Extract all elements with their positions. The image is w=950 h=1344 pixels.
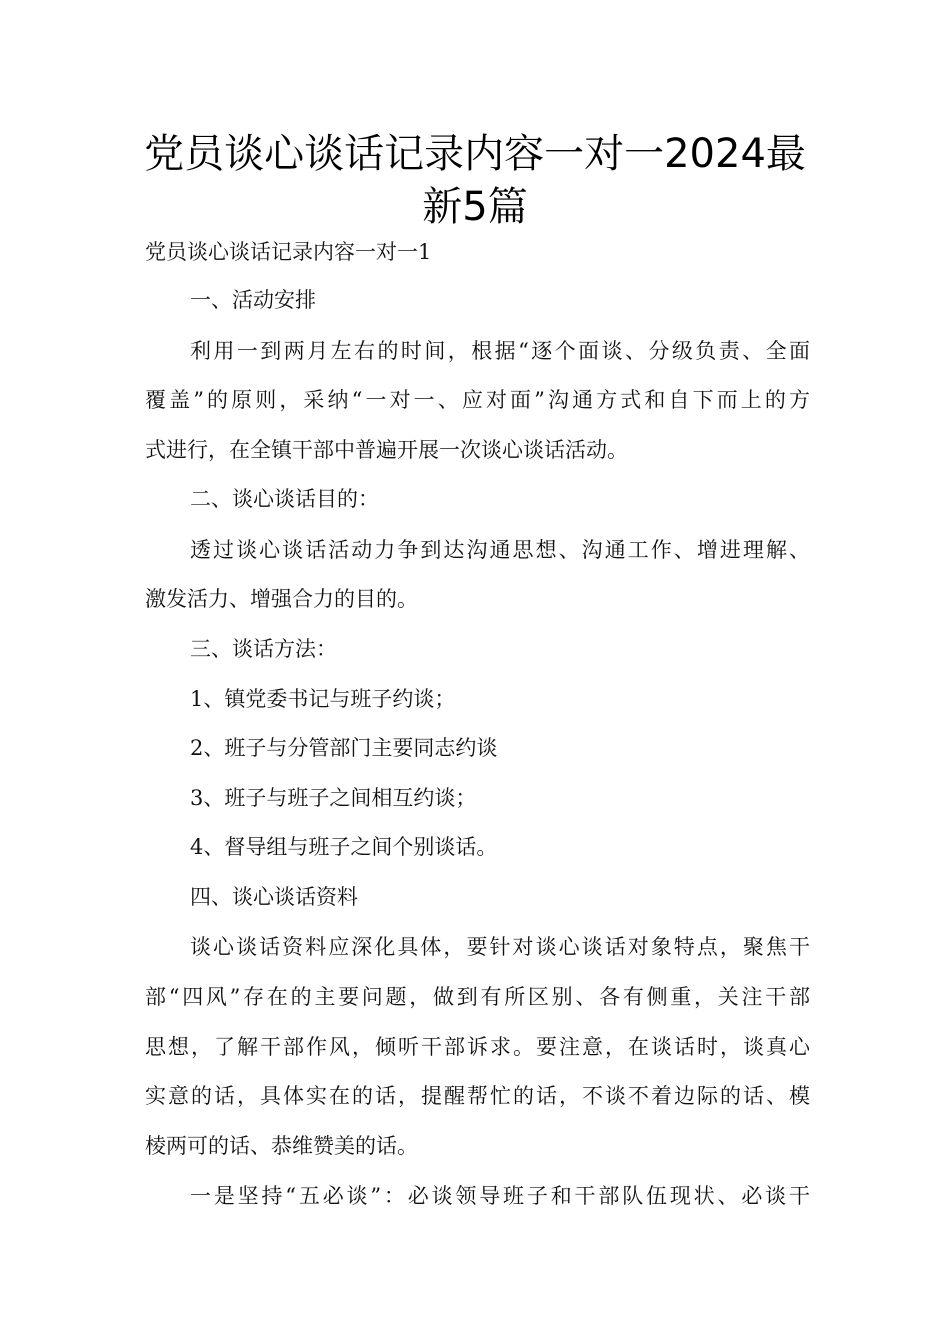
paragraph-line: 覆盖”的原则，采纳“一对一、应对面”沟通方式和自下而上的方 <box>145 388 810 412</box>
paragraph-line: 部“四风”存在的主要问题，做到有所区别、各有侧重，关注干部 <box>145 985 810 1009</box>
paragraph-line: 式进行，在全镇干部中普遍开展一次谈心谈话活动。 <box>145 438 628 462</box>
subsection-heading: 四、谈心谈话资料 <box>190 885 358 909</box>
document-title-line-2: 新5篇 <box>422 184 528 230</box>
list-item: 3、班子与班子之间相互约谈； <box>190 786 477 810</box>
list-item: 2、班子与分管部门主要同志约谈 <box>190 736 498 760</box>
document-title-line-1: 党员谈心谈话记录内容一对一2024最 <box>144 131 806 177</box>
paragraph-line: 实意的话，具体实在的话，提醒帮忙的话，不谈不着边际的话、模 <box>145 1084 810 1108</box>
paragraph-line: 谈心谈话资料应深化具体，要针对谈心谈话对象特点，聚焦干 <box>190 935 810 959</box>
list-item: 1、镇党委书记与班子约谈； <box>190 687 456 711</box>
subsection-heading: 三、谈话方法： <box>190 637 337 661</box>
paragraph-line: 棱两可的话、恭维赞美的话。 <box>145 1134 418 1158</box>
paragraph-line: 激发活力、增强合力的目的。 <box>145 587 418 611</box>
subsection-heading: 二、谈心谈话目的： <box>190 487 379 511</box>
paragraph-line: 思想，了解干部作风，倾听干部诉求。要注意，在谈话时，谈真心 <box>145 1035 810 1059</box>
paragraph-line: 透过谈心谈话活动力争到达沟通思想、沟通工作、增进理解、 <box>190 538 810 562</box>
section-heading: 党员谈心谈话记录内容一对一1 <box>145 240 432 264</box>
subsection-heading: 一、活动安排 <box>190 288 316 312</box>
paragraph-line: 利用一到两月左右的时间，根据“逐个面谈、分级负责、全面 <box>190 339 810 363</box>
list-item: 4、督导组与班子之间个别谈话。 <box>190 835 498 859</box>
paragraph-line: 一是坚持“五必谈”：必谈领导班子和干部队伍现状、必谈干 <box>190 1184 810 1208</box>
